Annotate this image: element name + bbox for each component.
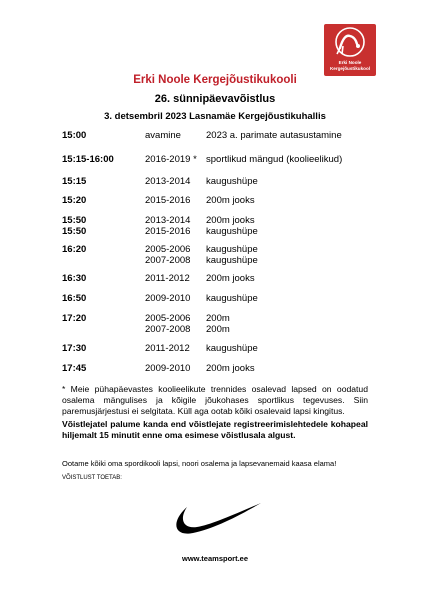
schedule-event: 200m (206, 313, 230, 324)
schedule-row (62, 343, 382, 354)
schedule-row (62, 273, 382, 284)
event-date-place: 3. detsembril 2023 Lasnamäe Kergejõustikuhallis (104, 111, 326, 122)
schedule-event: 200m jooks (206, 195, 255, 206)
schedule-event: 200m jooks (206, 363, 255, 374)
schedule-group: 2015-2016 (145, 226, 191, 237)
sponsor-label: VÕISTLUST TOETAB: (62, 475, 122, 481)
schedule-row (62, 130, 382, 141)
schedule-group: 2007-2008 (145, 324, 191, 335)
schedule-event: 200m (206, 324, 230, 335)
schedule-row (62, 244, 382, 266)
schedule-group: 2005-2006 (145, 244, 191, 255)
schedule-row (62, 215, 382, 237)
schedule-group: 2009-2010 (145, 363, 191, 374)
event-title: 26. sünnipäevavõistlus (154, 93, 276, 105)
schedule-time: 17:20 (62, 313, 87, 324)
schedule-event: 200m jooks (206, 273, 255, 284)
schedule-event: kaugushüpe (206, 244, 258, 255)
schedule-group: 2015-2016 (145, 195, 191, 206)
club-title: Erki Noole Kergejõustikukooli (133, 74, 297, 86)
schedule-time: 16:20 (62, 244, 87, 255)
schedule-row (62, 154, 382, 165)
footnote: * Meie pühapäevastes koolieelikute trennides osalevad lapsed on oodatud osalema mängulises ja kõigile jõukohases sportlikus tegevuses. Siin paremusjärjestusi ei selgitata. Küll aga ootab kõiki osalevaid lapsi kingitus. (62, 384, 368, 416)
schedule-event: sportlikud mängud (koolieelikud) (206, 154, 343, 165)
schedule-row (62, 293, 382, 304)
schedule-event: 2023 a. parimate autasustamine (206, 130, 342, 141)
schedule-event: kaugushüpe (206, 293, 258, 304)
schedule-time: 15:15 (62, 176, 87, 187)
schedule-row (62, 176, 382, 187)
sponsor-url[interactable]: www.teamsport.ee (182, 554, 248, 563)
schedule-event: kaugushüpe (206, 226, 258, 237)
logo-line-1: Erki Noole (338, 60, 362, 65)
schedule-time: 17:45 (62, 363, 87, 374)
schedule-time: 15:20 (62, 195, 87, 206)
invitation-note: Ootame kõiki oma spordikooli lapsi, noori osalema ja lapsevanemaid kaasa elama! (62, 459, 337, 468)
schedule-time: 17:30 (62, 343, 87, 354)
schedule-group: 2011-2012 (145, 273, 190, 284)
schedule-time: 15:15-16:00 (62, 154, 114, 165)
schedule-group: avamine (145, 130, 181, 141)
schedule-time: 15:50 15:50 (62, 215, 87, 237)
schedule-event: kaugushüpe (206, 176, 258, 187)
schedule-event: kaugushüpe (206, 343, 258, 354)
schedule-group: 2013-2014 (145, 215, 191, 226)
schedule-group: 2009-2010 (145, 293, 191, 304)
schedule-event: kaugushüpe (206, 255, 258, 266)
schedule-event: 200m jooks (206, 215, 255, 226)
schedule-time: 15:00 (62, 130, 87, 141)
schedule-row (62, 363, 382, 374)
schedule-group: 2016-2019 * (145, 154, 197, 165)
logo-line-2: Kergejõustikukool (329, 66, 371, 71)
club-logo (324, 24, 376, 76)
schedule-row (62, 313, 382, 335)
schedule-row (62, 195, 382, 206)
schedule-group: 2011-2012 (145, 343, 190, 354)
schedule-time: 16:50 (62, 293, 87, 304)
registration-note: Võistlejatel palume kanda end võistlejate registreerimislehtedele kohapeal hiljemalt 15 minutit enne oma esimese võistlusala algust. (62, 419, 368, 440)
swoosh-logo (167, 497, 263, 539)
schedule-group: 2007-2008 (145, 255, 191, 266)
schedule-group: 2013-2014 (145, 176, 191, 187)
schedule-group: 2005-2006 (145, 313, 191, 324)
schedule-time: 16:30 (62, 273, 87, 284)
